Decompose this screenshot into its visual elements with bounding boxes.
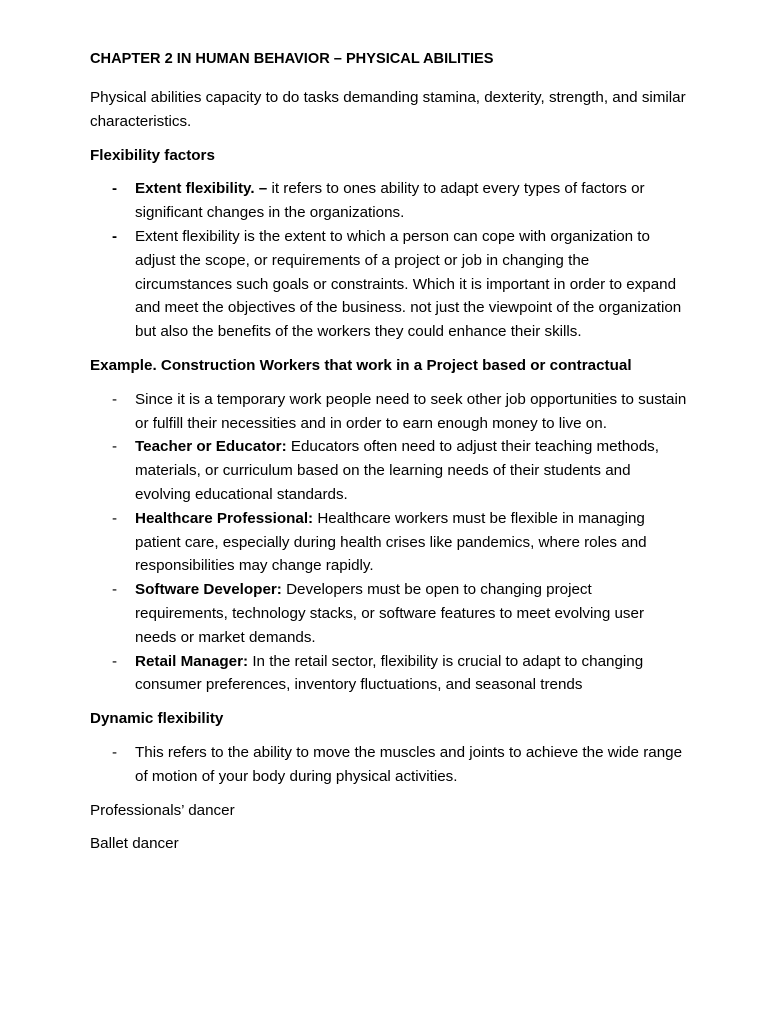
- list-item-text: Since it is a temporary work people need to seek other job opportunities to sustain or fulfill their necessities and in order to earn enough money to live on.: [135, 390, 687, 432]
- list-item: [90, 578, 688, 649]
- list-item-text: In the retail sector, flexibility is crucial to adapt to changing consumer preferences, inventory fluctuations, and seasonal trends: [135, 652, 644, 694]
- list-item: [90, 388, 688, 436]
- list-dash: -: [112, 227, 118, 245]
- ballet-dancer-line: Ballet dancer: [90, 835, 179, 853]
- list-dash: -: [112, 652, 118, 670]
- professionals-dancer-line: Professionals’ dancer: [90, 801, 235, 819]
- list-item-text: Healthcare workers must be flexible in managing patient care, especially during health crises like pandemics, where roles and responsibilities may change rapidly.: [135, 509, 647, 575]
- flexibility-factors-list: [90, 177, 688, 344]
- list-dash: -: [112, 390, 118, 408]
- list-dash: -: [112, 743, 118, 761]
- intro-paragraph: Physical abilities capacity to do tasks demanding stamina, dexterity, strength, and similar characteristics.: [90, 89, 686, 130]
- list-item-bold-label: Software Developer:: [135, 581, 282, 599]
- list-item-bold-label: Teacher or Educator:: [135, 438, 287, 456]
- list-dash: -: [112, 581, 118, 599]
- list-item-bold-label: Healthcare Professional:: [135, 509, 314, 527]
- list-dash: -: [112, 509, 118, 527]
- example-list: [90, 388, 688, 697]
- list-item-bold-label: Retail Manager:: [135, 652, 249, 670]
- list-item: [90, 435, 688, 506]
- example-heading: Example. Construction Workers that work in a Project based or contractual: [90, 356, 632, 374]
- list-item: [90, 507, 688, 578]
- list-dash: -: [112, 180, 118, 198]
- list-item-text: it refers to ones ability to adapt every types of factors or significant changes in the organizations.: [135, 180, 645, 222]
- list-item-text: Educators often need to adjust their teaching methods, materials, or curriculum based on the learning needs of their students and evolving educational standards.: [135, 438, 659, 503]
- list-item: [90, 741, 688, 789]
- list-item-text: Extent flexibility is the extent to which a person can cope with organization to adjust the scope, or requirements of a project or job in changing the circumstances such goals or constraints. Which it is important in order to expand and meet the objectives of the business. not just the viewpoint of the organization but also the benefits of the workers they could enhance their skills.: [135, 227, 682, 341]
- flexibility-factors-heading: Flexibility factors: [90, 146, 215, 164]
- list-item: [90, 650, 688, 698]
- chapter-title: CHAPTER 2 IN HUMAN BEHAVIOR – PHYSICAL ABILITIES: [90, 51, 494, 67]
- dynamic-flexibility-heading: Dynamic flexibility: [90, 710, 224, 728]
- list-item: [90, 177, 688, 225]
- list-item-text: This refers to the ability to move the muscles and joints to achieve the wide range of motion of your body during physical activities.: [135, 743, 683, 785]
- list-item-text: Developers must be open to changing project requirements, technology stacks, or software features to meet evolving user needs or market demands.: [135, 581, 645, 646]
- list-dash: -: [112, 438, 118, 456]
- list-item-bold-label: Extent flexibility. –: [135, 180, 268, 198]
- dynamic-flexibility-list: [90, 741, 688, 789]
- list-item: [90, 225, 688, 344]
